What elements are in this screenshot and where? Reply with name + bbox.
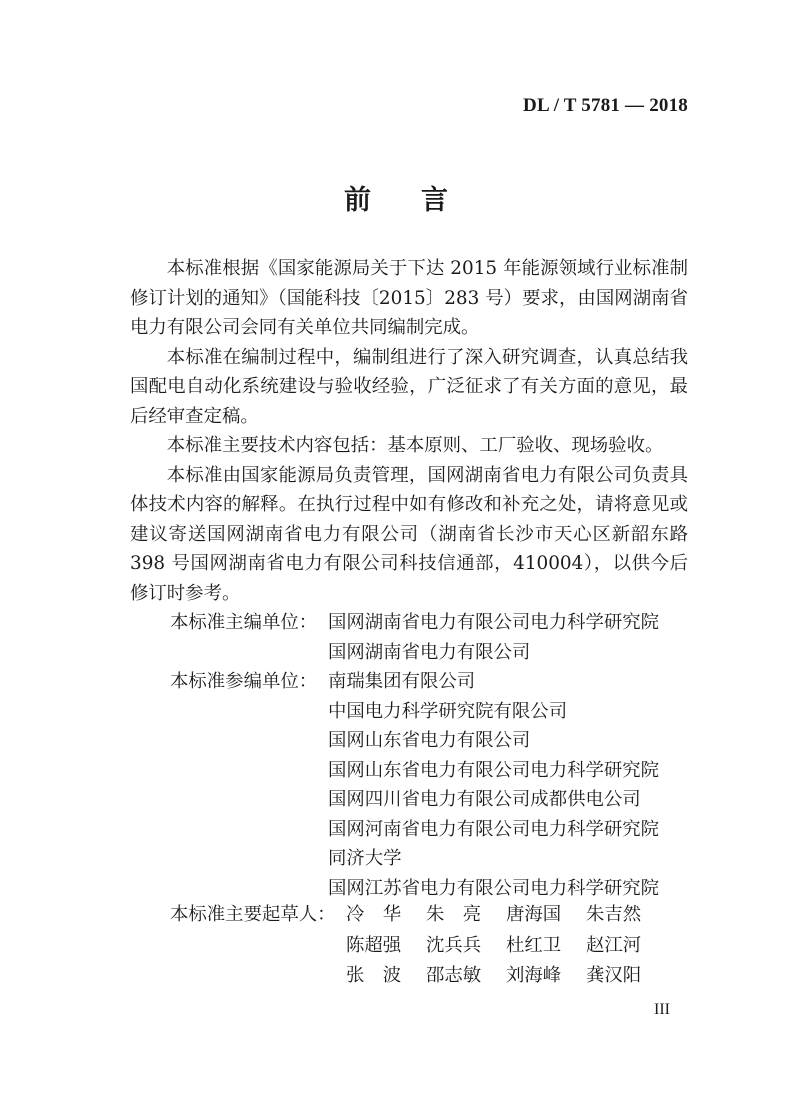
participating-unit-row <box>170 874 659 904</box>
page-number: III <box>654 1001 670 1018</box>
drafter-name: 刘海峰 <box>506 965 562 986</box>
foreword-body <box>130 254 688 608</box>
drafter-name: 朱 亮 <box>426 904 482 925</box>
drafter-name: 沈兵兵 <box>426 934 482 956</box>
drafter-row <box>170 931 666 962</box>
drafter-name: 冷 华 <box>346 904 402 925</box>
drafter-name: 张 波 <box>346 965 402 986</box>
participating-editor-section <box>170 667 659 903</box>
participating-unit: 国网河南省电力有限公司电力科学研究院 <box>328 818 660 840</box>
participating-unit-row <box>170 756 659 786</box>
drafters-label: 本标准主要起草人： <box>170 904 336 925</box>
drafter-name: 陈超强 <box>346 934 402 956</box>
participating-unit-row <box>170 726 659 756</box>
participating-unit: 中国电力科学研究院有限公司 <box>328 700 568 722</box>
chief-editor-unit: 国网湖南省电力有限公司电力科学研究院 <box>328 612 660 633</box>
drafter-name: 邵志敏 <box>426 965 482 986</box>
chief-editor-row <box>170 638 659 668</box>
chief-editor-section <box>170 608 659 667</box>
drafter-name: 龚汉阳 <box>586 965 642 986</box>
paragraph-process: 本标准在编制过程中，编制组进行了深入研究调查，认真总结我国配电自动化系统建设与验收经验，广泛征求了有关方面的意见，最后经审查定稿。 <box>130 346 688 427</box>
participating-unit: 国网山东省电力有限公司电力科学研究院 <box>328 759 660 781</box>
participating-editor-label: 本标准参编单位： <box>170 671 318 692</box>
chief-editor-row <box>170 608 659 638</box>
drafter-name: 唐海国 <box>506 904 562 925</box>
participating-unit-row <box>170 785 659 815</box>
participating-unit: 南瑞集团有限公司 <box>328 671 476 692</box>
participating-unit-row <box>170 667 659 697</box>
standard-code: DL / T 5781 — 2018 <box>523 95 688 116</box>
drafters-section <box>170 900 666 992</box>
participating-unit-row <box>170 844 659 874</box>
paragraph-content: 本标准主要技术内容包括：基本原则、工厂验收、现场验收。 <box>166 435 664 456</box>
participating-unit: 国网山东省电力有限公司 <box>328 730 531 751</box>
paragraph-management: 本标准由国家能源局负责管理，国网湖南省电力有限公司负责具体技术内容的解释。在执行过程中如有修改和补充之处，请将意见或建议寄送国网湖南省电力有限公司（湖南省长沙市天心区新韶东路 398 号国网湖南省电力有限公司科技信通部，410004），以供今后修订时参考。 <box>130 464 688 604</box>
chief-editor-unit: 国网湖南省电力有限公司 <box>328 641 531 663</box>
drafter-name: 朱吉然 <box>586 904 642 925</box>
page-title: 前言 <box>344 185 498 216</box>
paragraph-basis: 本标准根据《国家能源局关于下达 2015 年能源领域行业标准制修订计划的通知》（国能科技〔2015〕283 号）要求，由国网湖南省电力有限公司会同有关单位共同编制完成。 <box>130 258 688 338</box>
drafter-name: 赵江河 <box>586 934 642 956</box>
drafter-row <box>170 961 666 992</box>
participating-unit: 国网四川省电力有限公司成都供电公司 <box>328 789 641 810</box>
drafter-row <box>170 900 666 931</box>
chief-editor-label: 本标准主编单位： <box>170 612 318 633</box>
drafter-name: 杜红卫 <box>506 934 562 956</box>
participating-unit: 同济大学 <box>328 848 402 869</box>
participating-unit-row <box>170 815 659 845</box>
participating-unit: 国网江苏省电力有限公司电力科学研究院 <box>328 877 660 899</box>
participating-unit-row <box>170 697 659 727</box>
